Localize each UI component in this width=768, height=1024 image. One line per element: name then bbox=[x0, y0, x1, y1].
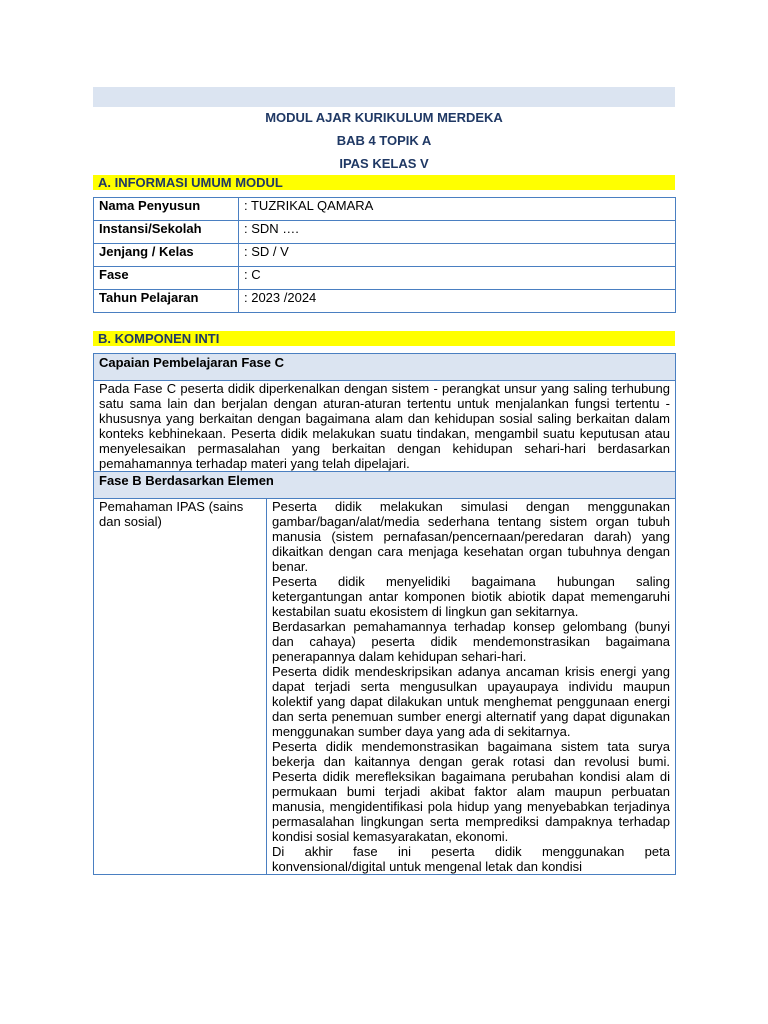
element-paragraph: Berdasarkan pemahamannya terhadap konsep gelombang (bunyi dan cahaya) peserta didik mendemonstrasikan bagaimana penerapannya dalam kehidupan sehari-hari. bbox=[272, 619, 670, 664]
info-label: Fase bbox=[94, 267, 239, 290]
table-row bbox=[94, 472, 676, 499]
info-value: : 2023 /2024 bbox=[239, 290, 676, 313]
info-label: Instansi/Sekolah bbox=[94, 221, 239, 244]
header-band bbox=[93, 87, 675, 107]
table-row bbox=[94, 381, 676, 472]
element-paragraph: Peserta didik mendeskripsikan adanya ancaman krisis energi yang dapat terjadi serta mengusulkan upayaupaya individu maupun kolektif yang dapat dilakukan untuk menghemat penggunaan energi dan serta penemuan sumber energi alternatif yang dapat digunakan menggunakan sumber daya yang ada di sekitarnya. bbox=[272, 664, 670, 739]
document-title-block bbox=[93, 106, 675, 175]
section-a-heading bbox=[93, 175, 675, 190]
table-row bbox=[94, 290, 676, 313]
element-paragraph: Peserta didik mendemonstrasikan bagaimana sistem tata surya bekerja dan kaitannya dengan gerak rotasi dan revolusi bumi. Peserta didik merefleksikan bagaimana perubahan kondisi alam di permukaan bumi terjadi akibat faktor alam maupun perbuatan manusia, mengidentifikasi pola hidup yang menyebabkan terjadinya permasalahan lingkungan serta memprediksi dampaknya terhadap kondisi sosial kemasyarakatan, ekonomi. bbox=[272, 739, 670, 844]
cp-text: Pada Fase C peserta didik diperkenalkan dengan sistem - perangkat unsur yang saling terhubung satu sama lain dan berjalan dengan aturan-aturan tertentu untuk menjalankan fungsi tertentu - khususnya yang berkaitan dengan bagaimana alam dan kehidupan sosial saling berkaitan dalam konteks kebhinekaan. Peserta didik melakukan suatu tindakan, mengambil suatu keputusan atau menyelesaikan permasalahan yang berkaitan dengan kehidupan sehari-hari berdasarkan pemahamannya terhadap materi yang telah dipelajari. bbox=[94, 381, 676, 472]
fase-b-title: Fase B Berdasarkan Elemen bbox=[94, 472, 676, 499]
table-row bbox=[94, 267, 676, 290]
general-info-table bbox=[93, 197, 676, 313]
element-name: Pemahaman IPAS (sains dan sosial) bbox=[94, 499, 267, 875]
subject-title: IPAS KELAS V bbox=[339, 156, 429, 171]
cp-title: Capaian Pembelajaran Fase C bbox=[94, 354, 676, 381]
core-component-table bbox=[93, 353, 676, 875]
section-b-heading-text: B. KOMPONEN INTI bbox=[98, 331, 220, 346]
element-description bbox=[267, 499, 676, 875]
table-row bbox=[94, 244, 676, 267]
document-title: MODUL AJAR KURIKULUM MERDEKA bbox=[265, 110, 503, 125]
info-label: Nama Penyusun bbox=[94, 198, 239, 221]
info-value: : SD / V bbox=[239, 244, 676, 267]
info-label: Jenjang / Kelas bbox=[94, 244, 239, 267]
chapter-title: BAB 4 TOPIK A bbox=[336, 133, 432, 148]
info-value: : C bbox=[239, 267, 676, 290]
section-b-heading bbox=[93, 331, 675, 346]
element-paragraph: Peserta didik melakukan simulasi dengan menggunakan gambar/bagan/alat/media sederhana tentang sistem organ tubuh manusia (sistem pernafasan/pencernaan/peredaran darah) yang dikaitkan dengan cara menjaga kesehatan organ tubuhnya dengan benar. bbox=[272, 499, 670, 574]
table-row bbox=[94, 221, 676, 244]
table-row bbox=[94, 354, 676, 381]
info-value: : TUZRIKAL QAMARA bbox=[239, 198, 676, 221]
info-label: Tahun Pelajaran bbox=[94, 290, 239, 313]
element-paragraph: Peserta didik menyelidiki bagaimana hubungan saling ketergantungan antar komponen biotik abiotik dapat memengaruhi kestabilan suatu ekosistem di lingkun gan sekitarnya. bbox=[272, 574, 670, 619]
element-paragraph: Di akhir fase ini peserta didik menggunakan peta konvensional/digital untuk mengenal letak dan kondisi bbox=[272, 844, 670, 874]
table-row bbox=[94, 198, 676, 221]
section-a-heading-text: A. INFORMASI UMUM MODUL bbox=[98, 175, 283, 190]
table-row bbox=[94, 499, 676, 875]
info-value: : SDN …. bbox=[239, 221, 676, 244]
